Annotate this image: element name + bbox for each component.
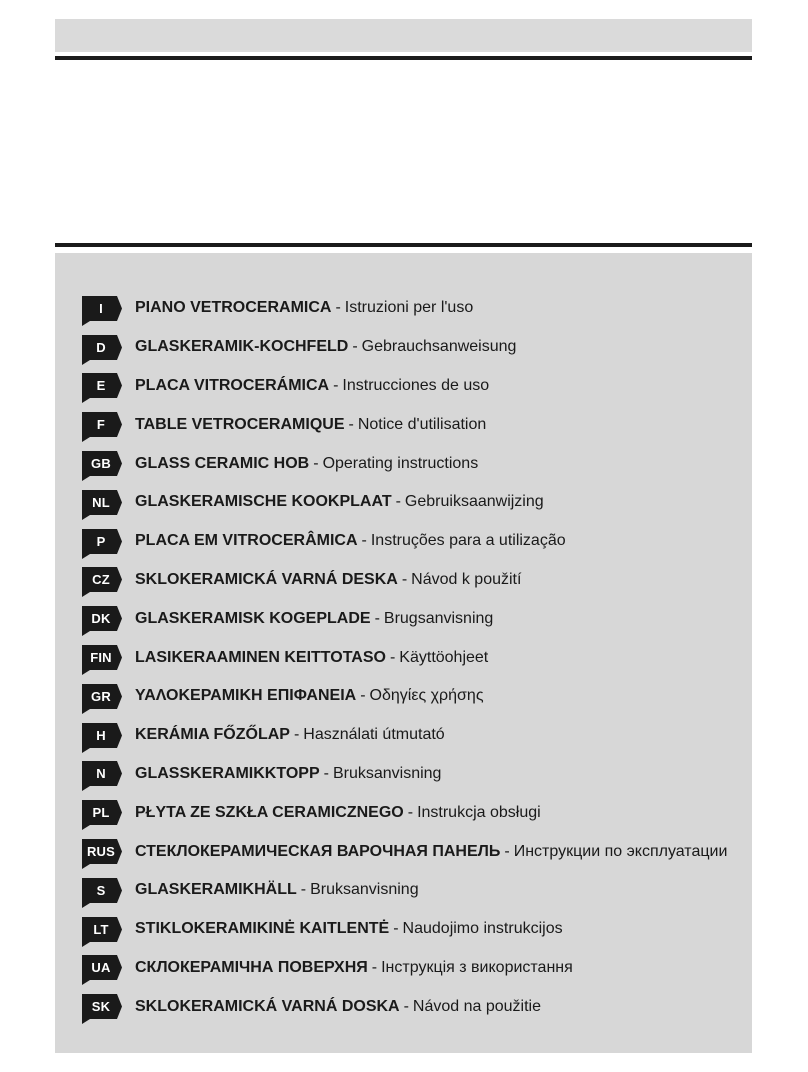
title-separator: -	[407, 803, 414, 821]
language-code: PL	[92, 805, 110, 821]
document-subtitle: Instrukcja obsługi	[417, 803, 541, 821]
language-item	[82, 871, 727, 910]
product-title: PIANO VETROCERAMICA	[135, 299, 332, 317]
language-code: P	[96, 533, 106, 549]
document-subtitle: Bruksanvisning	[310, 881, 419, 899]
language-code: N	[96, 766, 106, 782]
language-badge	[82, 800, 122, 825]
language-label	[135, 493, 544, 511]
language-label	[135, 959, 573, 977]
language-item	[82, 522, 727, 561]
product-title: GLASKERAMIKHÄLL	[135, 881, 297, 899]
title-separator: -	[361, 532, 367, 550]
product-title: PLACA EM VITROCERÂMICA	[135, 532, 358, 550]
product-title: GLASKERAMISK KOGEPLADE	[135, 609, 371, 627]
title-separator: -	[374, 609, 380, 627]
document-subtitle: Návod na použitie	[412, 997, 542, 1015]
language-label	[135, 532, 566, 550]
title-separator: -	[352, 338, 358, 356]
title-separator: -	[300, 881, 307, 899]
title-separator: -	[393, 920, 399, 938]
document-subtitle: Návod k použití	[411, 570, 522, 588]
language-item	[82, 716, 727, 755]
language-label	[135, 881, 419, 899]
language-label	[135, 416, 486, 434]
language-badge	[82, 529, 122, 554]
language-item	[82, 367, 727, 406]
language-item	[82, 289, 727, 328]
header-bar	[55, 19, 752, 52]
document-subtitle: Gebrauchsanweisung	[361, 338, 517, 356]
language-item	[82, 405, 727, 444]
title-separator: -	[395, 493, 401, 511]
product-title: SKLOKERAMICKÁ VARNÁ DOSKA	[135, 997, 400, 1015]
title-separator: -	[333, 376, 339, 394]
language-label	[135, 377, 489, 395]
language-code: GR	[91, 688, 111, 704]
document-subtitle: Istruzioni per l'uso	[344, 299, 474, 317]
language-badge	[82, 335, 122, 360]
product-title: GLASKERAMIK-KOCHFELD	[135, 338, 349, 356]
language-label	[135, 998, 541, 1016]
language-code: H	[96, 727, 106, 743]
title-separator: -	[313, 454, 319, 472]
language-label	[135, 299, 473, 317]
language-badge	[82, 567, 122, 592]
language-badge	[82, 878, 122, 903]
product-title: LASIKERAAMINEN KEITTOTASO	[135, 648, 386, 666]
title-separator: -	[293, 726, 300, 744]
product-title: GLASSKERAMIKKTOPP	[135, 764, 320, 782]
language-badge	[82, 955, 122, 980]
title-separator: -	[504, 842, 510, 860]
language-item	[82, 599, 727, 638]
title-separator: -	[323, 764, 329, 782]
section-divider	[55, 243, 752, 247]
language-label	[135, 765, 441, 783]
language-badge	[82, 606, 122, 631]
top-divider	[55, 56, 752, 60]
document-subtitle: Bruksanvisning	[332, 764, 442, 782]
document-subtitle: Brugsanvisning	[383, 609, 494, 627]
language-badge	[82, 994, 122, 1019]
title-separator: -	[371, 958, 378, 976]
title-separator: -	[389, 648, 396, 666]
document-subtitle: Notice d'utilisation	[357, 415, 487, 433]
language-item	[82, 755, 727, 794]
language-code: F	[96, 417, 106, 433]
product-title: СТЕКЛОКЕРАМИЧЕСКАЯ ВАРОЧНАЯ ПАНЕЛЬ	[135, 842, 501, 860]
title-separator: -	[401, 570, 408, 588]
title-separator: -	[335, 299, 341, 317]
document-subtitle: Operating instructions	[322, 454, 479, 472]
title-separator: -	[360, 687, 366, 705]
language-label	[135, 649, 488, 667]
language-code: SK	[91, 999, 111, 1015]
title-separator: -	[403, 997, 409, 1015]
document-subtitle: Instrucciones de uso	[342, 376, 490, 394]
language-code: S	[96, 882, 106, 898]
language-item	[82, 328, 727, 367]
language-badge	[82, 761, 122, 786]
language-item	[82, 949, 727, 988]
language-label	[135, 920, 563, 938]
language-label	[135, 804, 541, 822]
language-code: GB	[91, 456, 111, 472]
language-badge	[82, 645, 122, 670]
document-subtitle: Инструкции по эксплуатации	[513, 842, 728, 860]
language-item	[82, 483, 727, 522]
language-label	[135, 687, 484, 705]
language-code: CZ	[92, 572, 110, 588]
document-subtitle: Használati útmutató	[303, 726, 445, 744]
product-title: PŁYTA ZE SZKŁA CERAMICZNEGO	[135, 803, 404, 821]
document-subtitle: Instruções para a utilização	[370, 532, 566, 550]
product-title: ΥΑΛΟΚΕΡΑΜΙΚΗ ΕΠΙΦΑΝΕΙΑ	[135, 687, 357, 705]
language-code: FIN	[90, 650, 112, 666]
language-label	[135, 610, 493, 628]
language-badge	[82, 373, 122, 398]
product-title: СКЛОКЕРАМІЧНА ПОВЕРХНЯ	[135, 958, 368, 976]
language-badge	[82, 723, 122, 748]
language-code: UA	[91, 960, 111, 976]
document-subtitle: Gebruiksaanwijzing	[404, 493, 544, 511]
language-item	[82, 444, 727, 483]
product-title: STIKLOKERAMIKINĖ KAITLENTĖ	[135, 920, 390, 938]
language-item	[82, 832, 727, 871]
language-code: E	[96, 378, 106, 394]
language-code: LT	[93, 921, 109, 937]
product-title: TABLE VETROCERAMIQUE	[135, 415, 345, 433]
language-badge	[82, 839, 122, 864]
language-item	[82, 910, 727, 949]
language-code: I	[99, 300, 103, 316]
language-badge	[82, 490, 122, 515]
language-item	[82, 793, 727, 832]
language-list	[82, 289, 727, 1026]
language-badge	[82, 296, 122, 321]
language-label	[135, 455, 478, 473]
language-code: DK	[91, 611, 111, 627]
title-separator: -	[348, 415, 354, 433]
language-item	[82, 561, 727, 600]
language-item	[82, 677, 727, 716]
product-title: PLACA VITROCERÁMICA	[135, 376, 330, 394]
document-subtitle: Οδηγίες χρήσης	[369, 687, 484, 705]
language-code: RUS	[86, 844, 116, 860]
product-title: SKLOKERAMICKÁ VARNÁ DESKA	[135, 570, 398, 588]
document-subtitle: Käyttöohjeet	[399, 648, 489, 666]
language-label	[135, 726, 445, 744]
language-label	[135, 338, 516, 356]
language-item	[82, 638, 727, 677]
language-item	[82, 987, 727, 1026]
language-label	[135, 843, 727, 861]
language-badge	[82, 917, 122, 942]
language-code: NL	[92, 494, 110, 510]
product-title: KERÁMIA FŐZŐLAP	[135, 726, 290, 744]
language-badge	[82, 684, 122, 709]
language-label	[135, 571, 521, 589]
language-badge	[82, 451, 122, 476]
language-badge	[82, 412, 122, 437]
language-code: D	[96, 339, 106, 355]
product-title: GLASS CERAMIC HOB	[135, 454, 310, 472]
document-subtitle: Naudojimo instrukcijos	[402, 920, 563, 938]
product-title: GLASKERAMISCHE KOOKPLAAT	[135, 493, 392, 511]
document-subtitle: Інструкція з використання	[381, 958, 573, 976]
